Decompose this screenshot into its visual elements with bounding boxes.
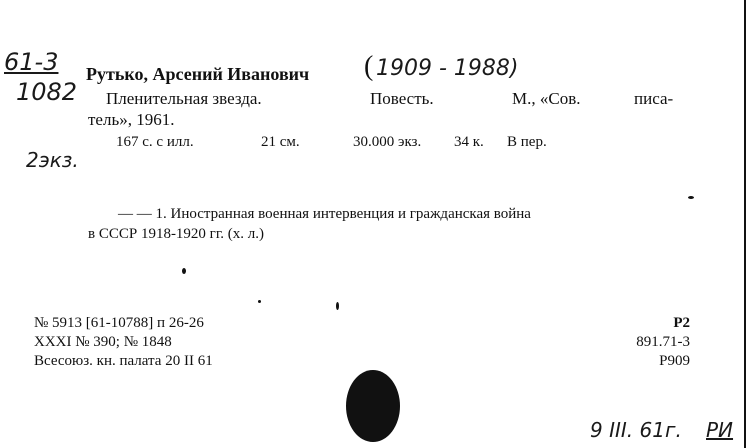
title-line-title: Пленительная звезда. [106, 89, 262, 108]
handwritten-years: 1909 - 1988) [376, 56, 519, 81]
size-info: 21 см. [261, 134, 300, 150]
card-right-edge [744, 0, 746, 448]
ink-speck [336, 302, 339, 310]
ink-speck [688, 196, 694, 199]
handwritten-initials: РИ [706, 418, 734, 442]
registry-line-3: Всесоюз. кн. палата 20 II 61 [34, 353, 213, 369]
title-line-genre: Повесть. [370, 89, 434, 108]
title-line-publisher: писа- [634, 89, 674, 108]
publication-line: тель», 1961. [88, 110, 175, 129]
card-punch-hole [346, 370, 400, 442]
copies-info: 30.000 экз. [353, 134, 422, 150]
ink-speck [182, 268, 186, 274]
handwritten-class-bottom: 1082 [16, 78, 78, 106]
open-parenthesis: ( [364, 51, 374, 82]
registry-line-1: № 5913 [61-10788] п 26-26 [34, 315, 204, 331]
pages-info: 167 с. с илл. [116, 134, 194, 150]
handwritten-date-note: 9 III. 61г. [590, 418, 682, 442]
registry-line-2: XXXI № 390; № 1848 [34, 334, 172, 350]
title-line-place: М., «Сов. [512, 89, 581, 108]
ink-speck [258, 300, 261, 303]
code-line-2: 891.71-3 [636, 334, 690, 350]
binding-info: В пер. [507, 134, 547, 150]
author-heading: Рутько, Арсений Иванович [86, 64, 310, 84]
code-line-1: Р2 [673, 315, 690, 331]
code-line-3: Р909 [659, 353, 690, 369]
subject-line-1: — — 1. Иностранная военная интервенция и гражданская война [118, 206, 531, 222]
handwritten-class-top: 61-3 [4, 48, 59, 76]
price-info: 34 к. [454, 134, 484, 150]
subject-line-2: в СССР 1918-1920 гг. (х. л.) [88, 226, 265, 242]
handwritten-copies-note: 2экз. [26, 148, 79, 172]
